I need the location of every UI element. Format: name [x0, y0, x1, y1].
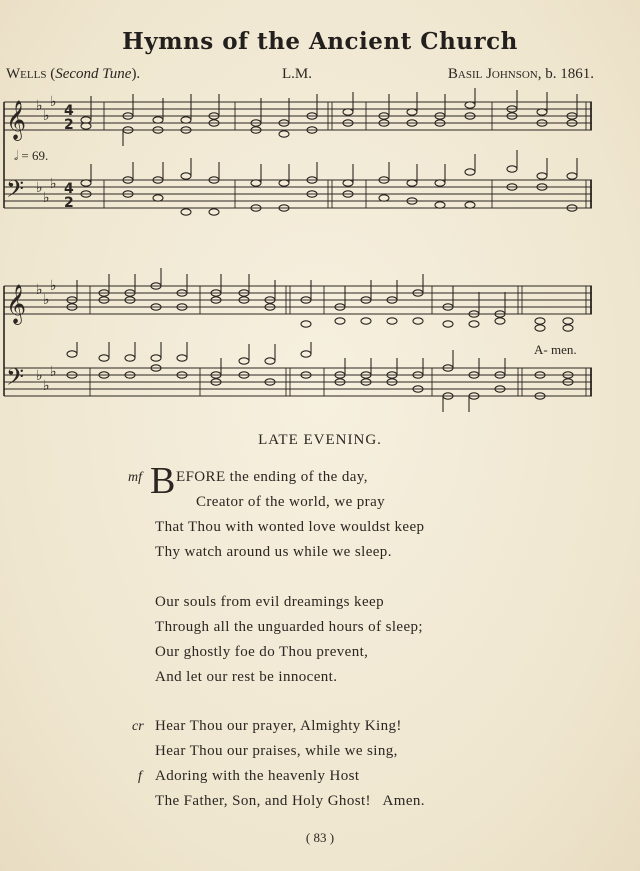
hymn-title: LATE EVENING.	[258, 432, 382, 448]
svg-text:𝄞: 𝄞	[6, 284, 27, 324]
verse-line: Our ghostly foe do Thou prevent,	[155, 644, 369, 660]
dynamic-marking-cr: cr	[132, 719, 144, 734]
svg-text:♭: ♭	[36, 180, 43, 196]
amen-lyric: A- men.	[534, 342, 577, 357]
verse-line: Through all the unguarded hours of sleep;	[155, 619, 424, 635]
svg-text:♭: ♭	[36, 282, 43, 298]
composer-name: Basil Johnson	[447, 66, 538, 82]
verse-line: Our souls from evil dreamings keep	[155, 594, 384, 610]
svg-text:♭: ♭	[50, 94, 57, 110]
verse-line: Adoring with the heavenly Host	[155, 768, 360, 784]
tune-meter: L.M.	[282, 66, 312, 82]
svg-text:♭: ♭	[43, 190, 50, 206]
svg-text:2: 2	[64, 195, 74, 211]
svg-text:♭: ♭	[43, 378, 50, 394]
page-number: ( 83 )	[305, 830, 335, 845]
verse-line: Hear Thou our praises, while we sing,	[155, 743, 398, 759]
verse-line: Hear Thou our prayer, Almighty King!	[155, 718, 402, 734]
svg-text:2: 2	[64, 117, 74, 133]
tempo-marking: 𝅗𝅥 = 69.	[14, 148, 49, 163]
svg-text:♭: ♭	[43, 292, 50, 308]
svg-text:𝄞: 𝄞	[6, 100, 27, 140]
dynamic-marking-f: f	[138, 769, 142, 784]
verse-line: EFORE the ending of the day,	[176, 469, 368, 485]
verse-line: Creator of the world, we pray	[196, 494, 386, 510]
verse-line: Thy watch around us while we sleep.	[155, 544, 392, 560]
music-system-2	[0, 262, 640, 412]
svg-text:♭: ♭	[36, 98, 43, 114]
svg-text:𝄢: 𝄢	[6, 363, 25, 396]
music-system-1	[0, 88, 640, 228]
tune-variant: Second Tune	[55, 66, 132, 82]
svg-text:4: 4	[64, 103, 74, 119]
composer-born: b. 1861.	[545, 66, 594, 82]
verse-line: The Father, Son, and Holy Ghost! Amen.	[155, 793, 425, 809]
svg-text:♭: ♭	[43, 108, 50, 124]
svg-text:4: 4	[64, 181, 74, 197]
composer: Basil Johnson, b. 1861.	[447, 66, 594, 82]
tune-name: Wells (Second Tune).	[6, 66, 141, 82]
page-title: Hymns of the Ancient Church	[122, 28, 518, 55]
verse-line: And let our rest be innocent.	[155, 669, 338, 685]
verse-line: That Thou with wonted love wouldst keep	[155, 519, 425, 535]
svg-text:𝄢: 𝄢	[6, 175, 25, 208]
svg-text:♭: ♭	[50, 364, 57, 380]
svg-text:♭: ♭	[36, 368, 43, 384]
tune-title: Wells	[6, 66, 47, 82]
svg-text:♭: ♭	[50, 176, 57, 192]
dynamic-marking-mf: mf	[128, 470, 142, 485]
drop-cap: B	[150, 460, 176, 502]
bleed-through	[0, 540, 640, 740]
svg-text:♭: ♭	[50, 278, 57, 294]
